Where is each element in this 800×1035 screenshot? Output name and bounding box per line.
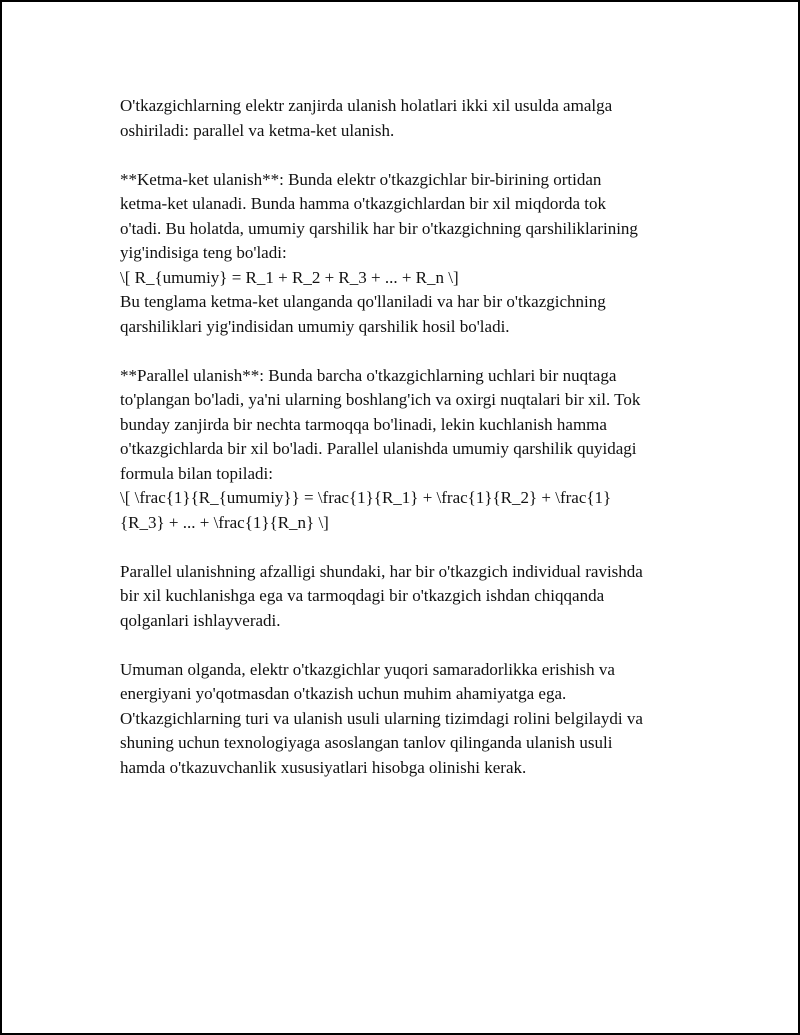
text-line: Umuman olganda, elektr o'tkazgichlar yuqori samaradorlikka erishish va xyxy=(120,659,615,679)
text-line: qarshiliklari yig'indisidan umumiy qarshilik hosil bo'ladi. xyxy=(120,316,510,336)
formula-line: \[ \frac{1}{R_{umumiy}} = \frac{1}{R_1} + \frac{1}{R_2} + \frac{1} xyxy=(120,488,612,507)
text-line: oshiriladi: parallel va ketma-ket ulanish. xyxy=(120,120,395,140)
paragraph-conclusion xyxy=(120,658,700,781)
text-line: Bu tenglama ketma-ket ulanganda qo'llaniladi va har bir o'tkazgichning xyxy=(120,292,606,311)
text-line: **Ketma-ket ulanish**: Bunda elektr o'tkazgichlar bir-birining ortidan xyxy=(120,169,602,189)
text-line: energiyani yo'qotmasdan o'tkazish uchun muhim ahamiyatga ega. xyxy=(120,684,567,703)
text-line: O'tkazgichlarning turi va ulanish usuli ularning tizimdagi rolini belgilaydi va xyxy=(120,708,643,728)
text-line: Parallel ulanishning afzalligi shundaki, har bir o'tkazgich individual ravishda xyxy=(120,561,643,581)
formula-line: \[ R_{umumiy} = R_1 + R_2 + R_3 + ... + R_n \] xyxy=(120,267,459,287)
paragraph-parallel-advantage xyxy=(120,560,700,634)
text-line: o'tkazgichlarda bir xil bo'ladi. Parallel ulanishda umumiy qarshilik quyidagi xyxy=(120,439,637,458)
text-line: to'plangan bo'ladi, ya'ni ularning boshlang'ich va oxirgi nuqtalari bir xil. Tok xyxy=(120,390,641,409)
document-body xyxy=(120,94,700,805)
text-line: bir xil kuchlanishga ega va tarmoqdagi bir o'tkazgich ishdan chiqqanda xyxy=(120,586,605,605)
text-line: formula bilan topiladi: xyxy=(120,463,273,483)
text-line: O'tkazgichlarning elektr zanjirda ulanish holatlari ikki xil usulda amalga xyxy=(120,96,613,115)
text-line: ketma-ket ulanadi. Bunda hamma o'tkazgichlardan bir xil miqdorda tok xyxy=(120,194,607,213)
text-line: shuning uchun texnologiyaga asoslangan tanlov qilinganda ulanish usuli xyxy=(120,733,613,752)
text-line: qolganlari ishlayveradi. xyxy=(120,610,281,630)
text-line: hamda o'tkazuvchanlik xususiyatlari hisobga olinishi kerak. xyxy=(120,757,527,777)
paragraph-intro xyxy=(120,94,700,143)
text-line: **Parallel ulanish**: Bunda barcha o'tkazgichlarning uchlari bir nuqtaga xyxy=(120,365,617,385)
text-line: yig'indisiga teng bo'ladi: xyxy=(120,243,287,262)
formula-line: {R_3} + ... + \frac{1}{R_n} \] xyxy=(120,512,329,532)
text-line: o'tadi. Bu holatda, umumiy qarshilik har bir o'tkazgichning qarshiliklarining xyxy=(120,218,638,238)
text-line: bunday zanjirda bir nechta tarmoqqa bo'linadi, lekin kuchlanish hamma xyxy=(120,414,607,434)
paragraph-series-connection xyxy=(120,168,700,340)
paragraph-parallel-connection xyxy=(120,364,700,536)
